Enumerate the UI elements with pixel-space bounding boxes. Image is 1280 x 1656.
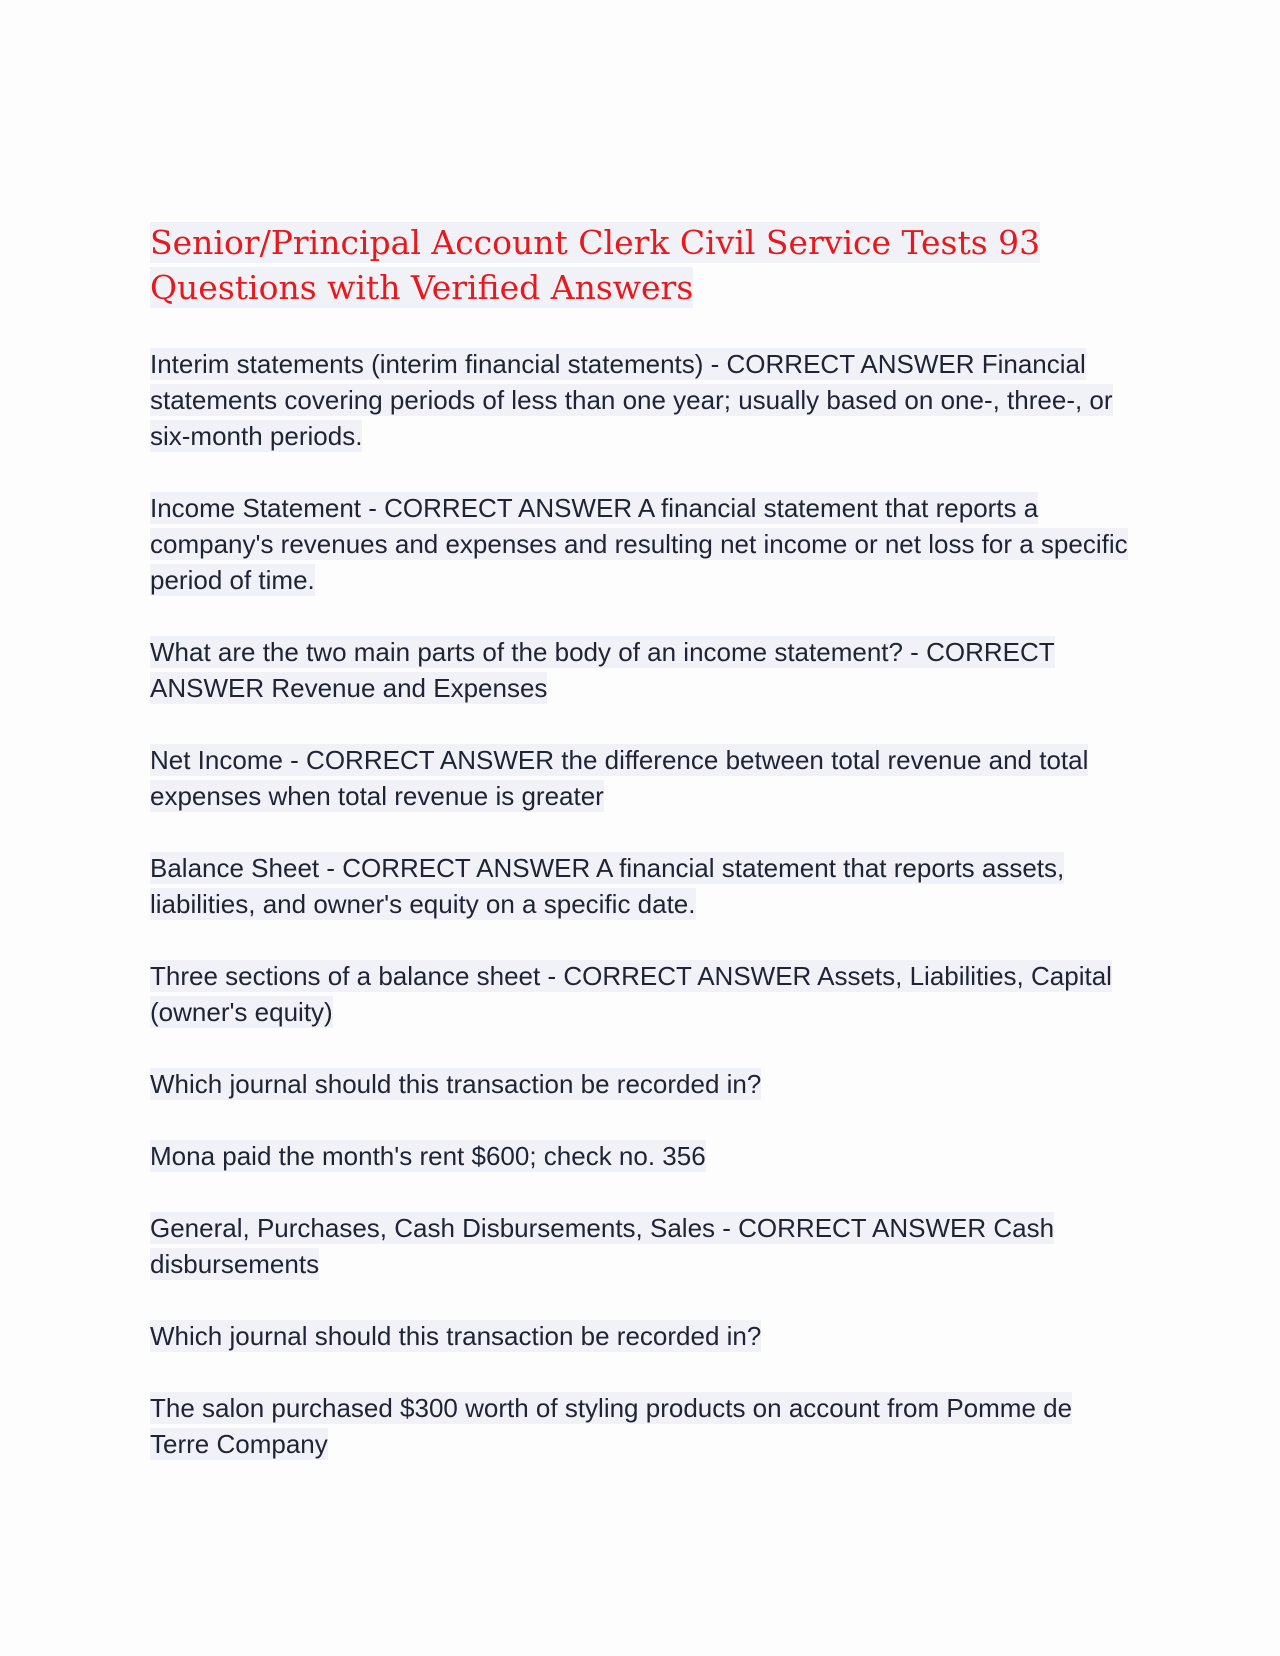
paragraph-text: Which journal should this transaction be recorded in? bbox=[150, 1069, 762, 1099]
paragraph-rent-transaction bbox=[150, 1138, 1130, 1174]
paragraph-text: What are the two main parts of the body of an income statement? - CORRECT ANSWER Revenue and Expenses bbox=[150, 637, 1055, 703]
document-title-text: Senior/Principal Account Clerk Civil Service Tests 93 Questions with Verified Answers bbox=[150, 223, 1041, 307]
paragraph-text: Which journal should this transaction be recorded in? bbox=[150, 1321, 762, 1351]
paragraph-journal-question-2 bbox=[150, 1318, 1130, 1354]
paragraph-interim-statements bbox=[150, 346, 1130, 454]
paragraph-text: Balance Sheet - CORRECT ANSWER A financial statement that reports assets, liabilities, and owner's equity on a specific date. bbox=[150, 853, 1065, 919]
paragraph-text: The salon purchased $300 worth of styling products on account from Pomme de Terre Company bbox=[150, 1393, 1073, 1459]
paragraph-balance-sheet bbox=[150, 850, 1130, 922]
paragraph-text: Mona paid the month's rent $600; check no. 356 bbox=[150, 1141, 706, 1171]
paragraph-text: Net Income - CORRECT ANSWER the difference between total revenue and total expenses when total revenue is greater bbox=[150, 745, 1089, 811]
paragraph-salon-transaction bbox=[150, 1390, 1130, 1462]
paragraph-text: Three sections of a balance sheet - CORRECT ANSWER Assets, Liabilities, Capital (owner's equity) bbox=[150, 961, 1112, 1027]
paragraph-text: Income Statement - CORRECT ANSWER A financial statement that reports a company's revenues and expenses and resulting net income or net loss for a specific period of time. bbox=[150, 493, 1128, 595]
paragraph-text: General, Purchases, Cash Disbursements, Sales - CORRECT ANSWER Cash disbursements bbox=[150, 1213, 1055, 1279]
paragraph-net-income bbox=[150, 742, 1130, 814]
paragraph-income-statement bbox=[150, 490, 1130, 598]
paragraph-balance-sheet-sections bbox=[150, 958, 1130, 1030]
document-page bbox=[150, 220, 1130, 1498]
paragraph-income-statement-parts bbox=[150, 634, 1130, 706]
paragraph-journal-question-1 bbox=[150, 1066, 1130, 1102]
paragraph-journal-answer-1 bbox=[150, 1210, 1130, 1282]
paragraph-text: Interim statements (interim financial statements) - CORRECT ANSWER Financial statements covering periods of less than one year; usually based on one-, three-, or six-month periods. bbox=[150, 349, 1113, 451]
document-title bbox=[150, 220, 1130, 310]
